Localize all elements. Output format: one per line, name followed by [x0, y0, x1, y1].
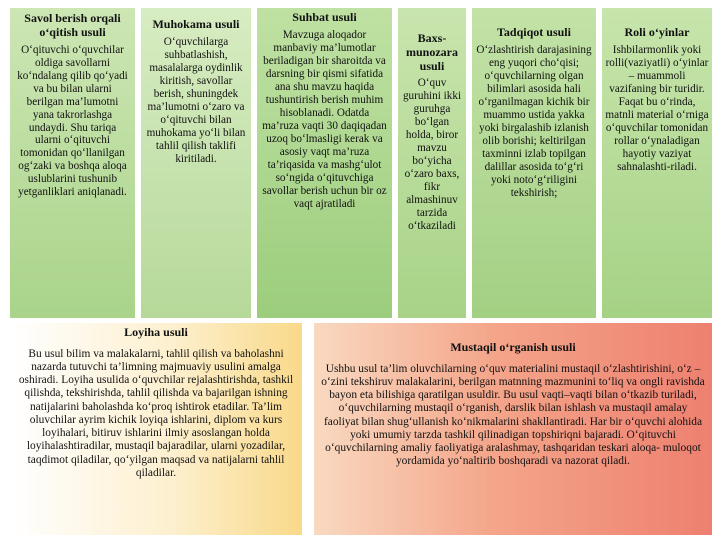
method-description: Ushbu usul ta’lim oluvchilarning o‘quv materialini mustaqil o‘zlashtirishini, o‘z – o‘zini tekshiruv malakalarini, berilgan matnning mazmunini to‘liq va ongli ravishda bayon eta bilishiga qaratilgan usuldir. Bu usul vaqti–vaqti bilan o‘tkazib turiladi, o‘quvchilarning mustaqil o‘rganish, darslik bilan ishlash va mustaqil amalay faoliyat bilan shug‘ullanish ko‘nikmalarini shakllantiradi. Har bir o‘quvchi alohida yoki umumiy tarzda tashkil qilinadigan topshiriqni bajaradi. O‘qituvchi o‘quvchilarning amaliy faoliyatiga aralashmay, tashqaridan teskari aloqa- muloqot yordamida yo‘naltirib boshqaradi va nazorat qiladi.	[321, 362, 705, 468]
method-card-conversation	[257, 8, 392, 318]
method-description: Ishbilarmonlik yoki rolli(vaziyatli) o‘yinlar – muammoli vazifaning bir turidir. Faqat bu o‘rinda, matnli material o‘rniga o‘quvchilar tomonidan rollar o‘ynaladigan hayotiy vaziyat sahnalashti-riladi.	[605, 43, 709, 173]
method-title: Tadqiqot usuli	[497, 25, 571, 39]
method-title: Baxs-munozara usuli	[406, 31, 458, 73]
method-title: Mustaqil o‘rganish usuli	[450, 340, 576, 354]
method-title: Suhbat usuli	[292, 10, 357, 24]
method-title: Roli o‘yinlar	[624, 25, 690, 39]
method-description: Bu usul bilim va malakalarni, tahlil qilish va baholashni nazarda tutuvchi ta’limning majmuaviy usulini amalga oshiradi. Loyiha usulida o‘quvchilar rejalashtirishda, tashkil qilishda, tekshirishda, tahlil qilishda va bajarilgan ishning natijalarini baholashda ko‘proq ishtirok etadilar. Ta’lim oluvchilar ayrim kichik loyiqa ishlarini, diplom va kurs loyihalari, bitiruv ishlarini ilmiy asoslangan holda loyihalashtiradilar, mustaqil bajaradilar, ularni yozadilar, taqdimot qiladilar, qo‘yilgan maqsad va natijalarni tahlil qiladilar.	[18, 347, 294, 479]
method-title: Loyiha usuli	[124, 325, 188, 339]
method-description: O‘zlashtirish darajasining eng yuqori cho‘qisi; o‘quvchilarning olgan bilimlari asosida hali o‘rganilmagan kichik bir muammo ustida yakka yoki birgalashib izlanish olib borishi; keltirilgan taxminni izlab topilgan dalillar asosida to‘g‘ri yoki noto‘g‘riligini tekshirish;	[476, 43, 592, 199]
method-title: Muhokama usuli	[152, 17, 240, 31]
method-description: O‘qituvchi o‘quvchilar oldiga savollarni ko‘ndalang qilib qo‘yadi va bu bilan ularni berilgan ma’lumotni yana takrorlashga undaydi. Shu tariqa ularni o‘qituvchi tomonidan qo‘llanilgan og‘zaki va boshqa aloqa uslublarini tushunib yetganliklari aniqlanadi.	[17, 43, 128, 199]
method-card-role-play	[602, 8, 712, 318]
method-card-research	[472, 8, 596, 318]
self-study-method-card	[314, 323, 712, 535]
method-card-debate	[398, 8, 466, 318]
project-method-card	[10, 323, 302, 535]
method-card-discussion	[141, 8, 251, 318]
method-description: O‘quv guruhini ikki guruhga bo‘lgan holda, biror mavzu bo‘yicha o‘zaro baxs, fikr almashinuv tarzida o‘tkaziladi	[402, 77, 462, 233]
method-description: O‘quvchilarga suhbatlashish, masalalarga oydinlik kiritish, savollar berish, shuningdek ma’lumotni o‘zaro va o‘qituvchi bilan muhokama yo‘li bilan tahlil qilish taklifi kiritiladi.	[146, 35, 246, 165]
method-card-questioning	[10, 8, 135, 318]
method-title: Savol berish orqali o‘qitish usuli	[24, 11, 121, 39]
method-description: Mavzuga aloqador manbaviy ma’lumotlar beriladigan bir sharoitda va darsning bir qismi sifatida ana shu mavzu haqida tushuntirish berish muhim hisoblanadi. Odatda ma’ruza vaqti 30 daqiqadan uzoq bo‘lmasligi kerak va asosiy vaqt ma’ruza ta’riqasida va mashg‘ulot so‘ngida o‘qituvchiga savollar berish uchun bir oz vaqt ajratiladi	[262, 28, 387, 210]
